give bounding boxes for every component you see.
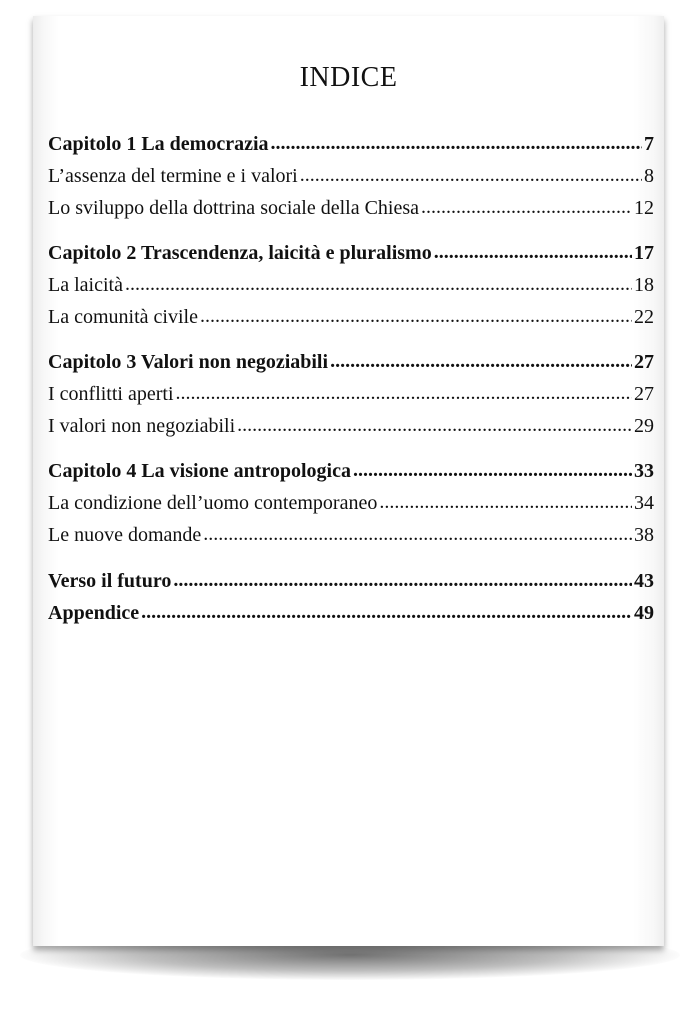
toc-entry-section <box>48 487 654 519</box>
toc-entry-verso-il-futuro <box>48 565 654 597</box>
toc-entry-label: Capitolo 2 Trascendenza, laicità e pluralismo <box>48 242 432 264</box>
toc-entry-page: 29 <box>634 415 654 437</box>
toc-entry-label: Appendice <box>48 602 140 624</box>
toc-entry-page: 49 <box>634 602 654 624</box>
toc-entry-page: 18 <box>634 274 654 296</box>
toc-entry-page: 43 <box>634 570 654 592</box>
toc-entry-label: Capitolo 1 La democrazia <box>48 133 269 155</box>
toc-entry-label: Le nuove domande <box>48 524 202 546</box>
table-of-contents <box>48 128 654 629</box>
dot-leader <box>125 268 632 300</box>
toc-entry-page: 38 <box>634 524 654 546</box>
toc-entry-page: 17 <box>634 242 654 264</box>
dot-leader <box>421 191 632 223</box>
toc-entry-label: I conflitti aperti <box>48 383 174 405</box>
toc-entry-page: 33 <box>634 460 654 482</box>
toc-entry-label: La condizione dell’uomo contemporaneo <box>48 492 378 514</box>
toc-entry-label: La comunità civile <box>48 306 198 328</box>
toc-entry-page: 12 <box>634 197 654 219</box>
toc-entry-section <box>48 192 654 224</box>
dot-leader <box>200 300 632 332</box>
toc-entry-label: L’assenza del termine e i valori <box>48 165 298 187</box>
dot-leader <box>271 127 642 159</box>
dot-leader <box>379 486 632 518</box>
toc-entry-label: La laicità <box>48 274 123 296</box>
toc-entry-label: Lo sviluppo della dottrina sociale della Chiesa <box>48 197 420 219</box>
dot-leader <box>434 236 632 268</box>
toc-entry-section <box>48 269 654 301</box>
dot-leader <box>203 518 632 550</box>
toc-entry-page: 27 <box>634 383 654 405</box>
toc-entry-section <box>48 160 654 192</box>
toc-entry-label: Verso il futuro <box>48 570 172 592</box>
toc-entry-chapter-2 <box>48 237 654 269</box>
toc-entry-page: 27 <box>634 351 654 373</box>
toc-entry-chapter-4 <box>48 455 654 487</box>
toc-entry-page: 22 <box>634 306 654 328</box>
toc-entry-appendice <box>48 597 654 629</box>
page-title: INDICE <box>299 62 398 93</box>
toc-entry-section <box>48 410 654 442</box>
dot-leader <box>353 454 632 486</box>
dot-leader <box>141 596 632 628</box>
toc-entry-label: I valori non negoziabili <box>48 415 236 437</box>
toc-entry-section <box>48 378 654 410</box>
toc-entry-chapter-1 <box>48 128 654 160</box>
toc-entry-page: 8 <box>644 165 654 187</box>
toc-entry-section <box>48 519 654 551</box>
toc-entry-label: Capitolo 4 La visione antropologica <box>48 460 351 482</box>
dot-leader <box>237 409 632 441</box>
book-page <box>33 16 664 946</box>
dot-leader <box>300 159 642 191</box>
toc-entry-page: 7 <box>644 133 654 155</box>
toc-entry-page: 34 <box>634 492 654 514</box>
dot-leader <box>176 377 632 409</box>
toc-entry-section <box>48 301 654 333</box>
toc-entry-label: Capitolo 3 Valori non negoziabili <box>48 351 329 373</box>
toc-entry-chapter-3 <box>48 346 654 378</box>
dot-leader <box>330 345 632 377</box>
dot-leader <box>173 564 632 596</box>
